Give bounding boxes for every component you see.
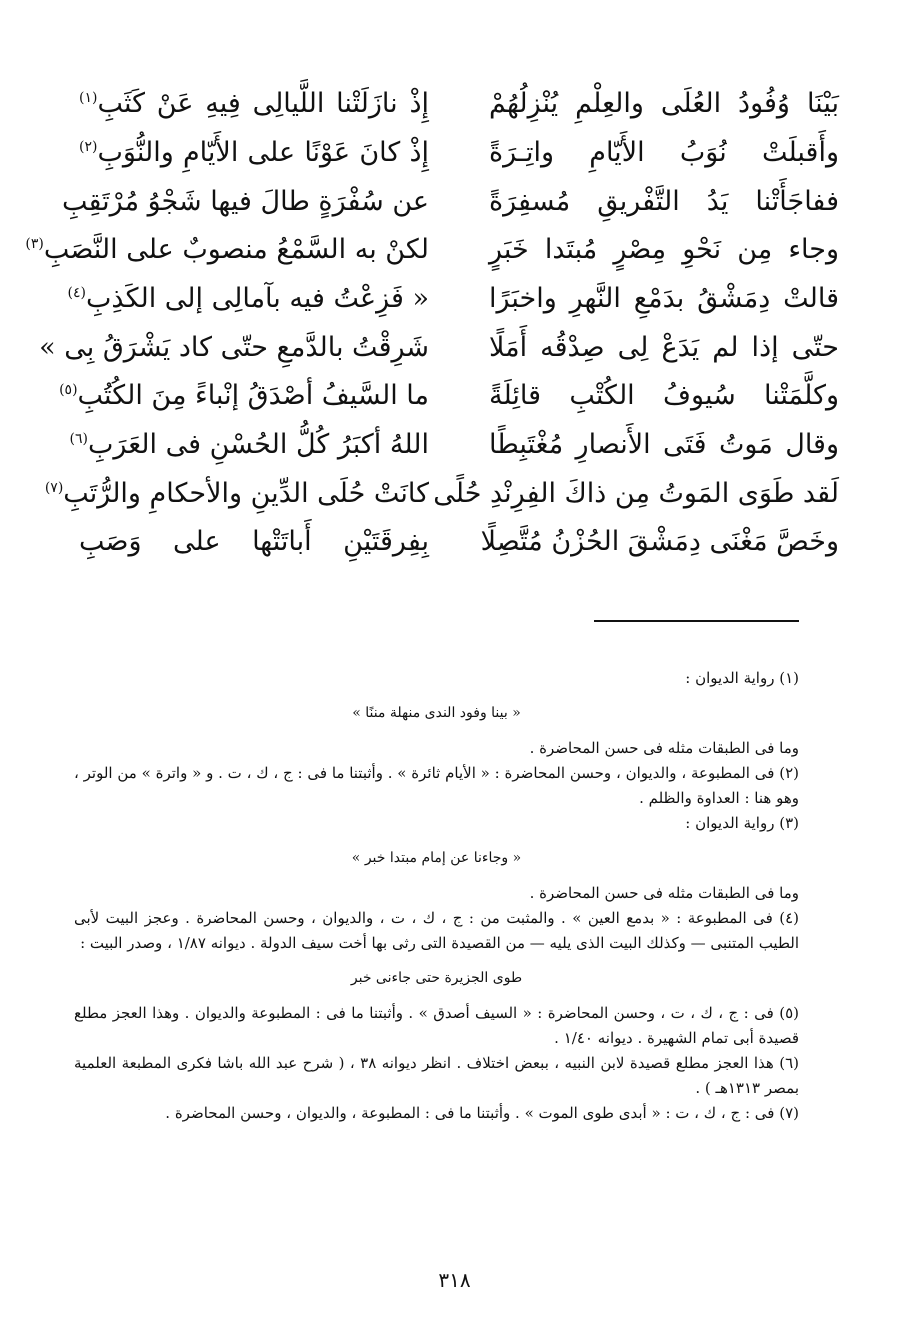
verse-second-hemistich — [79, 526, 429, 558]
footnote-3-quote: « وجاءنا عن إمام مبتدا خبر » — [351, 850, 522, 866]
footnote-ref: (٤) — [67, 284, 86, 301]
verse — [59, 372, 839, 421]
verse — [61, 177, 839, 226]
footnote-1-label: (١) رواية الديوان : — [685, 669, 799, 687]
footnote-2: (٢) فى المطبوعة ، والديوان ، وحسن المحاضرة : « الأيام ثائرة » . وأثبتنا ما فى : ج ، ك ، ت . و « واترة » من الوتر ، وهو هنا : العداوة والظلم . — [74, 764, 799, 807]
verse — [79, 80, 839, 129]
verse-first-hemistich: وقال مَوتُ فَتَى الأَنصارِ مُغْتَبِطًا — [489, 428, 839, 460]
verse-first-hemistich: لَقد طَوَى المَوتُ مِن ذاكَ الفِرِنْدِ حُلًى — [433, 477, 839, 509]
footnotes — [74, 666, 799, 1126]
footnote-ref: (٣) — [25, 236, 44, 253]
hemistich-text: عن سُفْرَةٍ طالَ فيها شَجْوُ مُرْتَقِبِ — [61, 185, 429, 217]
footnote-4-quote: طوى الجزيرة حتى جاءنى خبر — [350, 970, 523, 986]
hemistich-text: اللهُ أكبَرُ كُلُّ الحُسْنِ فى العَرَبِ — [87, 428, 429, 460]
footnote-6: (٦) هذا العجز مطلع قصيدة لابن النبيه ، ببعض اختلاف . انظر ديوانه ٣٨ ، ( شرح عبد الله باشا فكرى المطبعة العلمية بمصر ١٣١٣هـ ) . — [74, 1054, 799, 1097]
verse-second-hemistich — [79, 137, 429, 169]
verse-second-hemistich — [59, 380, 429, 412]
verse-second-hemistich — [61, 185, 429, 218]
footnote-ref: (١) — [79, 90, 98, 107]
footnote-1-quote: « بينا وفود الندى منهلة مننًا » — [352, 705, 521, 721]
verse-first-hemistich: وكلَّمَتْنا سُيوفُ الكُتْبِ قائِلَةً — [489, 380, 839, 412]
verse-second-hemistich — [69, 428, 429, 461]
hemistich-text: بِفِرقَتَيْنِ أَباتَتْها على وَصَبِ — [79, 526, 429, 558]
verse-first-hemistich: بَيْنَا وُفُودُ العُلَى والعِلْمِ يُنْزِلُهُمْ — [489, 88, 839, 120]
footnote-ref: (٥) — [59, 382, 78, 399]
footnote-1-after: وما فى الطبقات مثله فى حسن المحاضرة . — [529, 739, 799, 757]
hemistich-text: كانَتْ حُلَى الدِّينِ والأحكامِ والرُّتَبِ — [63, 477, 429, 509]
poem — [25, 80, 839, 567]
footnote-ref: (٢) — [79, 138, 98, 155]
verse-first-hemistich: قالتْ دِمَشْقُ بدَمْعِ النَّهرِ واخبَرًا — [489, 282, 839, 314]
hemistich-text: شَرِقْتُ بالدَّمعِ حتّى كاد يَشْرَقُ بِى » — [39, 331, 429, 363]
verse-second-hemistich — [25, 234, 429, 266]
footnote-7: (٧) فى : ج ، ك ، ت : « أبدى طوى الموت » . وأثبتنا ما فى : المطبوعة ، والديوان ، وحسن المحاضرة . — [165, 1104, 799, 1122]
verse — [79, 518, 839, 567]
hemistich-text: « فَزِعْتُ فيه بآمالِى إلى الكَذِبِ — [85, 282, 429, 314]
verse-second-hemistich — [67, 282, 429, 315]
footnote-separator — [594, 620, 799, 622]
verse-second-hemistich — [79, 88, 429, 120]
footnote-4: (٤) فى المطبوعة : « بدمع العين » . والمثبت من : ج ، ك ، ت ، والديوان ، وحسن المحاضرة . وعجز البيت لأبى الطيب المتنبى — وكذلك البيت الذى يليه — من القصيدة التى رثى بها أخت سيف الدولة . ديوانه ١/٨٧ ، وصدر البيت : — [74, 909, 799, 952]
verse — [39, 323, 839, 372]
verse-first-hemistich: وأَقبلَتْ نُوَبُ الأَيّامِ واتِـرَةً — [489, 136, 839, 168]
verse-first-hemistich: حتّى إذا لم يَدَعْ لِى صِدْقُه أَمَلًا — [489, 331, 839, 363]
footnote-3-after: وما فى الطبقات مثله فى حسن المحاضرة . — [529, 884, 799, 902]
verse — [67, 275, 839, 324]
verse-first-hemistich: ففاجَأَتْنا يَدُ التَّفْريقِ مُسفِرَةً — [489, 185, 839, 217]
hemistich-text: إِذْ نازَلَتْنا اللَّيالِى فِيهِ عَنْ كَثَبِ — [97, 88, 429, 120]
verse — [25, 226, 839, 275]
verse-first-hemistich: وخَصَّ مَغْنَى دِمَشْقَ الحُزْنُ مُتَّصِلًا — [480, 526, 839, 558]
hemistich-text: إِذْ كانَ عَوْنًا على الأَيّامِ والنُّوَبِ — [97, 136, 429, 168]
verse — [69, 421, 839, 470]
footnote-5: (٥) فى : ج ، ك ، ت ، وحسن المحاضرة : « السيف أصدق » . وأثبتنا ما فى : المطبوعة والديوان . وهذا العجز مطلع قصيدة أبى تمام الشهيرة . ديوانه ١/٤٠ . — [74, 1004, 799, 1047]
page-number: ٣١٨ — [438, 1268, 471, 1292]
footnote-3-label: (٣) رواية الديوان : — [685, 814, 799, 832]
footnote-ref: (٧) — [44, 479, 64, 496]
verse-second-hemistich — [44, 477, 429, 510]
hemistich-text: لكنْ به السَّمْعُ منصوبٌ على النَّصَبِ — [43, 234, 429, 266]
verse-first-hemistich: وجاء مِن نَحْوِ مِصْرٍ مُبتَدا خَبَرٍ — [489, 234, 839, 266]
verse-second-hemistich — [39, 331, 429, 364]
hemistich-text: ما السَّيفُ أصْدَقُ إنْباءً مِنَ الكُتُبِ — [77, 380, 429, 412]
verse — [44, 470, 839, 519]
verse — [79, 129, 839, 178]
footnote-ref: (٦) — [69, 430, 88, 447]
